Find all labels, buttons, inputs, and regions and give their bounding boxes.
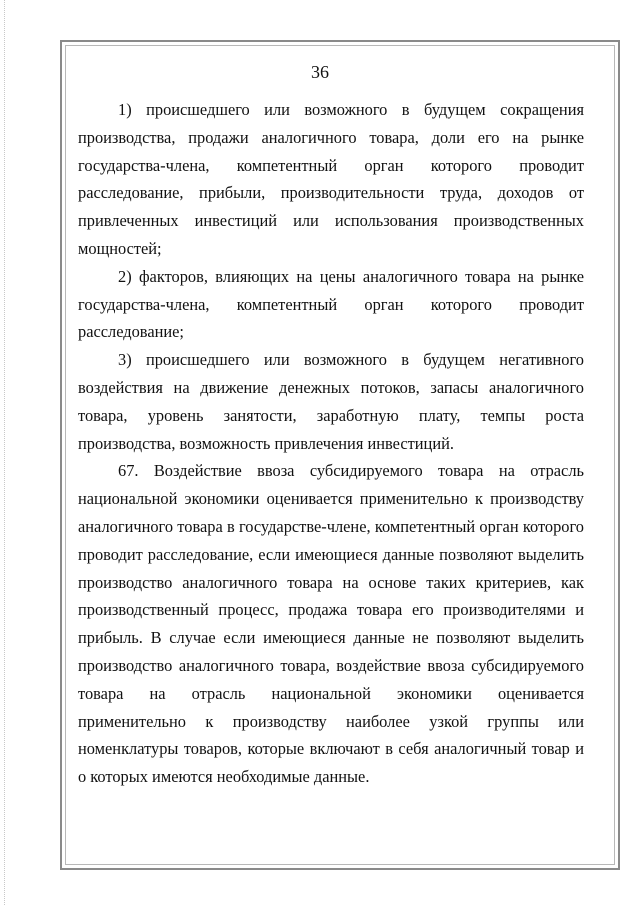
paragraph-item-3: 3) происшедшего или возможного в будущем негативного воздействия на движение денежных потоков, запасы аналогичного товара, уровень занятости, заработную плату, темпы роста производства, возможность привлечения инвестиций. bbox=[78, 350, 584, 453]
paragraph-67: 67. Воздействие ввоза субсидируемого товара на отрасль национальной экономики оценивается применительно к производству аналогичного товара в государстве-члене, компетентный орган которого проводит расследование, если имеющиеся данные позволяют выделить производство аналогичного товара на основе таких критериев, как производственный процесс, продажа товара его производителями и прибыль. В случае если имеющиеся данные не позволяют выделить производство аналогичного товара, воздействие ввоза субсидируемого товара на отрасль национальной экономики оценивается применительно к производству наиболее узкой группы или номенклатуры товаров, которые включают в себя аналогичный товар и о которых имеются необходимые данные. bbox=[78, 461, 584, 787]
page-number: 36 bbox=[311, 62, 329, 82]
scan-edge-marks bbox=[4, 0, 9, 905]
paragraph-item-1: 1) происшедшего или возможного в будущем сокращения производства, продажи аналогичного товара, доли его на рынке государства-члена, компетентный орган которого проводит расследование, прибыли, производительности труда, доходов от привлеченных инвестиций или использования производственных мощностей; bbox=[78, 100, 584, 258]
document-body bbox=[78, 96, 584, 791]
paragraph-item-2: 2) факторов, влияющих на цены аналогичного товара на рынке государства-члена, компетентный орган которого проводит расследование; bbox=[78, 266, 584, 342]
